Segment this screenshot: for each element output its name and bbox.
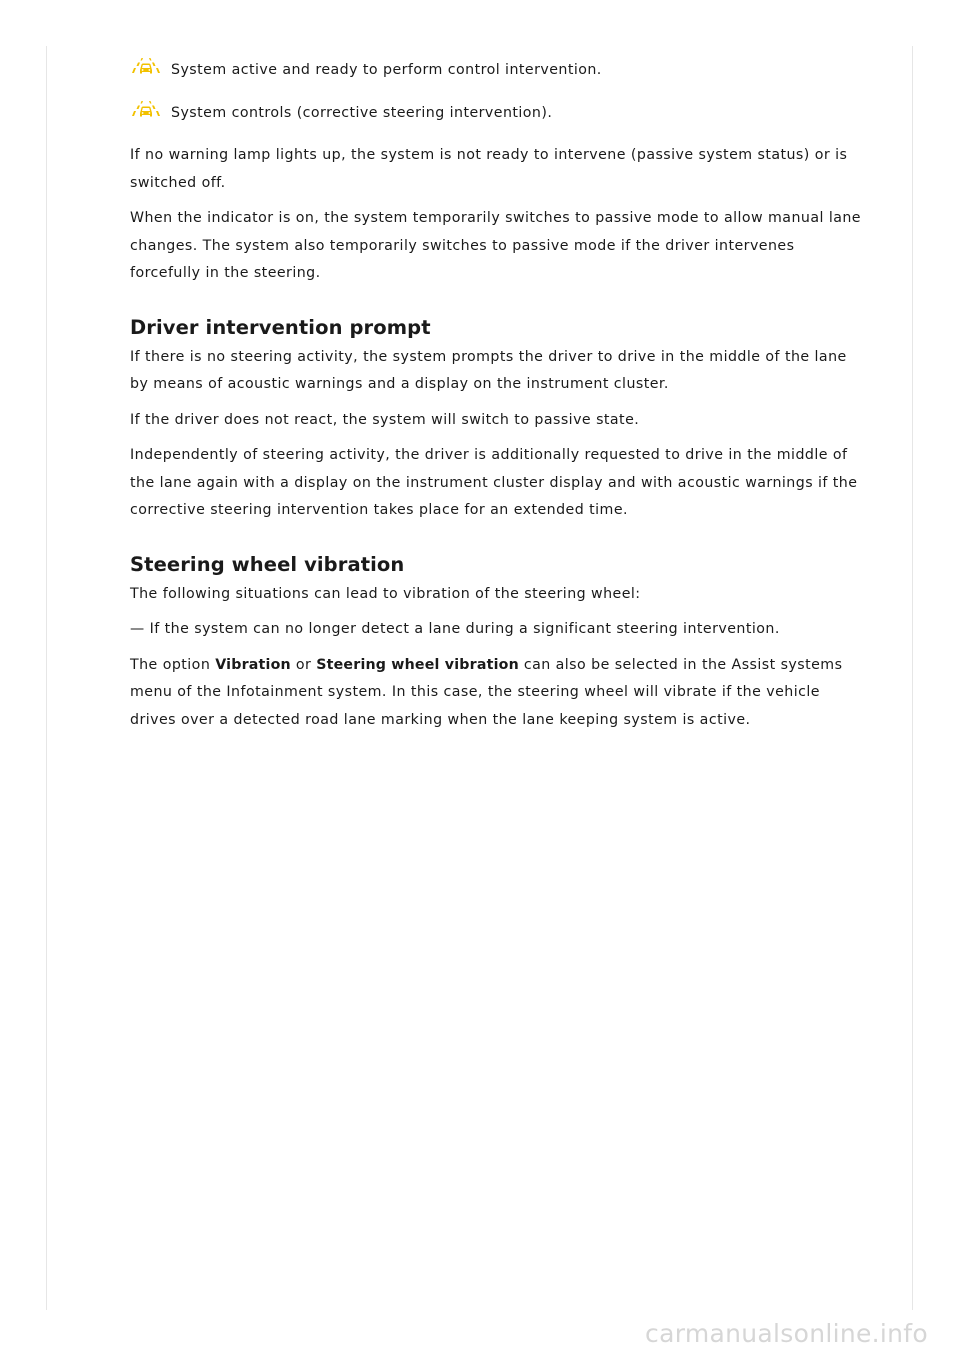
paragraph-indicator-on: When the indicator is on, the system temporarily switches to passive mode to allow manual lane changes. The system also temporarily switches to passive mode if the driver intervenes forcefully in the steering. <box>130 210 861 281</box>
text-span: The option <box>130 656 216 673</box>
lane-assist-intervention-icon <box>128 98 164 120</box>
option-steering-wheel-vibration: Steering wheel vibration <box>316 656 519 673</box>
text-span: can also be selected in the Assist systems menu of the Infotainment system. In this case, the steering wheel will vibrate if the vehicle drives over a detected road lane marking when the lane keeping system is active. <box>130 656 843 728</box>
option-vibration: Vibration <box>215 656 291 673</box>
paragraph-independently: Independently of steering activity, the driver is additionally requested to drive in the middle of the lane again with a display on the instrument cluster display and with acoustic warnings if the corrective steering intervention takes place for an extended time. <box>130 447 858 518</box>
status-item-active <box>130 56 865 84</box>
paragraph-driver-no-react: If the driver does not react, the system will switch to passive state. <box>130 411 640 428</box>
paragraph-no-steering-activity: If there is no steering activity, the system prompts the driver to drive in the middle of the lane by means of acoustic warnings and a display on the instrument cluster. <box>130 348 847 392</box>
lane-assist-active-icon <box>128 55 164 77</box>
paragraph-following-situations: The following situations can lead to vibration of the steering wheel: <box>130 585 641 602</box>
status-item-text: System active and ready to perform control intervention. <box>171 62 602 78</box>
status-item-text: System controls (corrective steering intervention). <box>171 105 553 121</box>
status-item-intervention <box>130 99 865 127</box>
heading-driver-intervention-prompt: Driver intervention prompt <box>130 315 431 339</box>
page-border-right <box>912 46 913 1310</box>
page-border-left <box>46 46 47 1310</box>
paragraph-vibration-option <box>130 652 865 735</box>
paragraph-no-warning-lamp: If no warning lamp lights up, the system is not ready to intervene (passive system status) or is switched off. <box>130 147 848 191</box>
heading-steering-wheel-vibration: Steering wheel vibration <box>130 552 405 576</box>
list-item-no-lane-detected: — If the system can no longer detect a lane during a significant steering intervention. <box>130 621 780 637</box>
text-span: or <box>290 656 317 673</box>
document-content <box>130 56 865 742</box>
watermark: carmanualsonline.info <box>645 1319 928 1348</box>
